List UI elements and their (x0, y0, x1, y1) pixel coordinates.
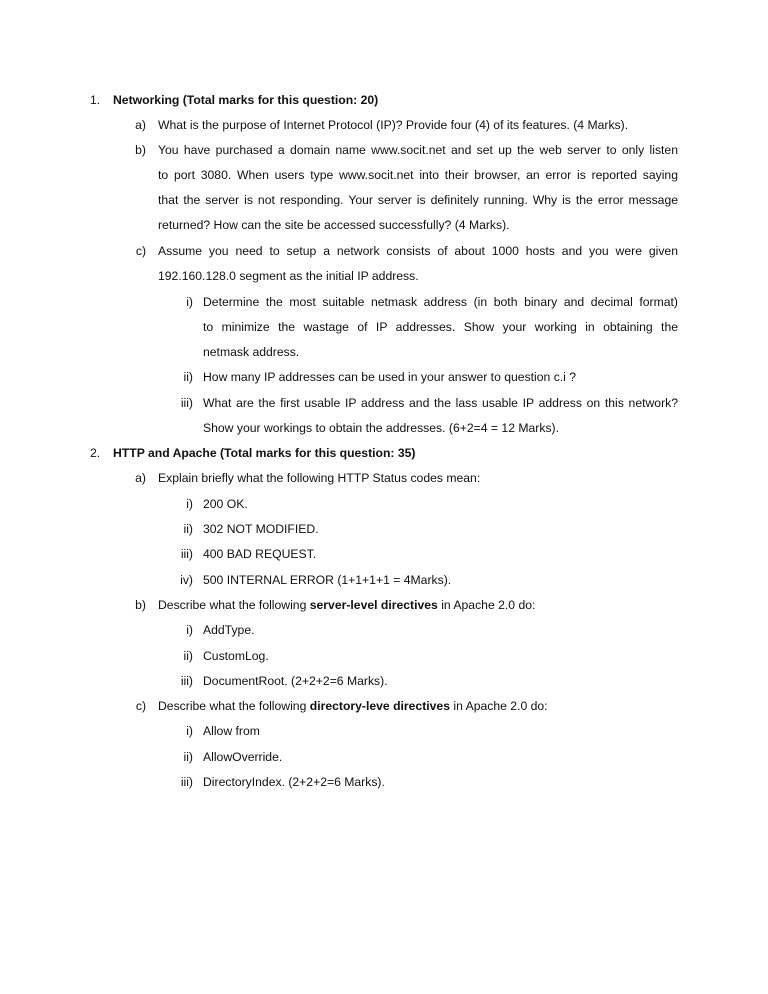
q2a-text: Explain briefly what the following HTTP Status codes mean: (158, 471, 481, 485)
q1a-text: What is the purpose of Internet Protocol (IP)? Provide four (4) of its features. (4 Marks). (158, 118, 629, 132)
q2c-item-text: DirectoryIndex. (2+2+2=6 Marks). (203, 775, 385, 789)
q2a-item-label: iv) (180, 573, 193, 587)
q1-number: 1. (90, 93, 101, 107)
q2a-item-text: 200 OK. (203, 497, 248, 511)
q1a-label: a) (135, 118, 146, 132)
q2c-item-label: ii) (183, 750, 193, 764)
q1b-line: to port 3080. When users type www.socit.net into their browser, an error is reported saying (158, 168, 678, 182)
q2c-item-text: AllowOverride. (203, 750, 283, 764)
q2c-emphasis: directory-leve directives (309, 699, 450, 713)
q2a-item-label: i) (186, 497, 193, 511)
q2c-item-label: i) (186, 724, 193, 738)
q2b-item-label: ii) (183, 649, 193, 663)
q2b-text: Describe what the following server-level directives in Apache 2.0 do: (158, 598, 536, 612)
q2b-item-text: DocumentRoot. (2+2+2=6 Marks). (203, 674, 388, 688)
q1ciii-line: What are the first usable IP address and the lass usable IP address on this network? (203, 396, 678, 410)
q1ci-line: Determine the most suitable netmask address (in both binary and decimal format) (203, 295, 678, 309)
q1b-line: You have purchased a domain name www.socit.net and set up the web server to only listen (158, 143, 678, 157)
q2b-label: b) (135, 598, 146, 612)
q1-title: Networking (Total marks for this question: 20) (113, 93, 379, 107)
q2a-item-text: 500 INTERNAL ERROR (1+1+1+1 = 4Marks). (203, 573, 452, 587)
q1b-line: returned? How can the site be accessed successfully? (4 Marks). (158, 218, 510, 232)
q1ciii-label: iii) (180, 396, 193, 410)
q2a-item-text: 302 NOT MODIFIED. (203, 522, 319, 536)
q1c-label: c) (135, 244, 146, 258)
q1ci-label: i) (186, 295, 193, 309)
q1c-line: 192.160.128.0 segment as the initial IP address. (158, 269, 419, 283)
q2c-item-text: Allow from (203, 724, 260, 738)
q1b-line: that the server is not responding. Your server is definitely running. Why is the error message (158, 193, 678, 207)
q1ciii-line: Show your workings to obtain the addresses. (6+2=4 = 12 Marks). (203, 421, 559, 435)
q2b-item-text: AddType. (203, 623, 255, 637)
q2b-item-text: CustomLog. (203, 649, 269, 663)
q2b-item-label: i) (186, 623, 193, 637)
q2a-label: a) (135, 471, 146, 485)
q1cii-text: How many IP addresses can be used in your answer to question c.i ? (203, 370, 577, 384)
q2-number: 2. (90, 446, 101, 460)
q1ci-line: to minimize the wastage of IP addresses. Show your working in obtaining the (203, 320, 678, 334)
q1ci-line: netmask address. (203, 345, 300, 359)
q2-title: HTTP and Apache (Total marks for this question: 35) (113, 446, 416, 460)
q2c-label: c) (135, 699, 146, 713)
q2c-text: Describe what the following directory-leve directives in Apache 2.0 do: (158, 699, 548, 713)
q1c-line: Assume you need to setup a network consists of about 1000 hosts and you were given (158, 244, 678, 258)
q1cii-label: ii) (183, 370, 193, 384)
q2b-emphasis: server-level directives (309, 598, 438, 612)
q2c-item-label: iii) (180, 775, 193, 789)
q2a-item-text: 400 BAD REQUEST. (203, 547, 317, 561)
q2b-item-label: iii) (180, 674, 193, 688)
q1b-label: b) (135, 143, 146, 157)
q2a-item-label: iii) (180, 547, 193, 561)
q2a-item-label: ii) (183, 522, 193, 536)
